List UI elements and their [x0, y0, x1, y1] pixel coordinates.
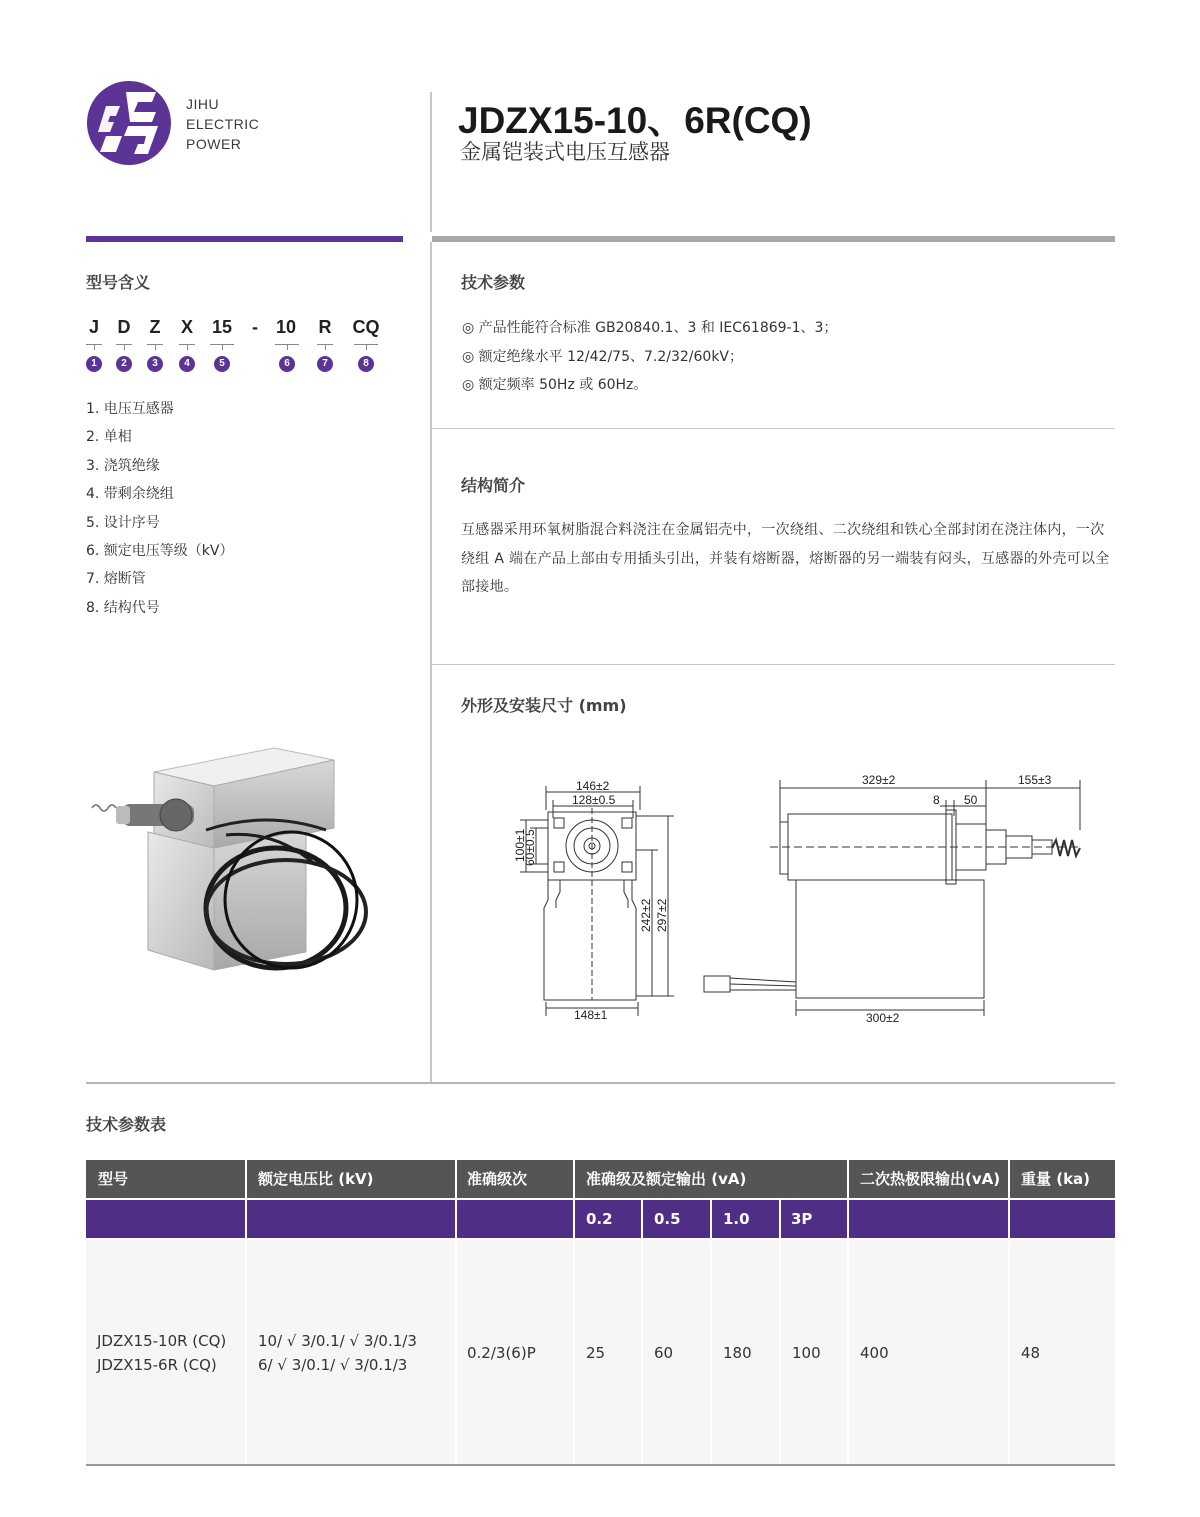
code-number-badge: 4	[179, 356, 195, 372]
tech-params-list	[462, 314, 837, 400]
list-item: ◎ 产品性能符合标准 GB20840.1、3 和 IEC61869-1、3；	[462, 320, 838, 336]
code-number-badge: 1	[86, 356, 102, 372]
list-item: 3. 浇筑绝缘	[86, 457, 160, 474]
code-letter: Z	[149, 317, 161, 337]
dim-label: 300±2	[866, 1011, 900, 1025]
structure-title: 结构简介	[461, 476, 526, 495]
table-header-cell: 准确级及额定输出 (vA)	[586, 1170, 747, 1188]
list-item: ◎ 额定绝缘水平 12/42/75、7.2/32/60kV；	[462, 348, 744, 365]
table-cell-output-10: 180	[723, 1344, 752, 1362]
ratio-line: 10/ √ 3/0.1/ √ 3/0.1/3	[258, 1332, 417, 1350]
column-divider	[430, 242, 432, 1084]
table-subheader-cell: 0.2	[586, 1210, 613, 1228]
model-line: JDZX15-6R (CQ)	[97, 1356, 217, 1374]
table-header-cell: 型号	[98, 1170, 129, 1188]
dim-label: 8	[933, 793, 940, 807]
dim-label: 146±2	[576, 779, 610, 793]
table-cell-weight: 48	[1021, 1344, 1041, 1362]
section-divider	[432, 428, 1115, 429]
code-number-badge: 6	[279, 356, 295, 372]
ratio-line: 6/ √ 3/0.1/ √ 3/0.1/3	[258, 1356, 408, 1374]
brand-name	[186, 94, 259, 154]
list-item: 8. 结构代号	[86, 599, 160, 616]
page-divider	[86, 1082, 1115, 1084]
table-header-cell: 额定电压比 (kV)	[258, 1170, 374, 1188]
code-letter: -	[252, 317, 258, 337]
dim-label: 60±0.5	[523, 829, 537, 866]
list-item: 7. 熔断管	[86, 571, 146, 588]
dimensions-title: 外形及安装尺寸 (mm)	[461, 696, 627, 715]
table-subheader-cell: 1.0	[723, 1210, 750, 1228]
dim-label: 297±2	[655, 898, 669, 932]
table-cell-output-05: 60	[654, 1344, 674, 1362]
list-item: 1. 电压互感器	[86, 401, 174, 417]
model-meaning-title: 型号含义	[86, 273, 151, 292]
side-view	[704, 780, 1080, 1016]
list-item: 5. 设计序号	[86, 514, 160, 531]
code-number-badge: 5	[214, 356, 230, 372]
code-letter: R	[318, 317, 332, 337]
table-cell-model	[97, 1329, 226, 1377]
code-number-badge: 3	[147, 356, 163, 372]
logo-mark-icon	[86, 80, 172, 166]
tech-params-title: 技术参数	[461, 273, 526, 292]
header-divider	[430, 92, 432, 232]
list-item: 6. 额定电压等级（kV）	[86, 543, 234, 560]
dim-label: 128±0.5	[572, 793, 616, 807]
structure-text: 互感器采用环氧树脂混合料浇注在金属铝壳中，一次绕组、二次绕组和铁心全部封闭在浇注体内，一次绕组 A 端在产品上部由专用插头引出，并装有熔断器，熔断器的另一端装有闷头，互感器的外壳可以全部接地。	[461, 522, 1110, 595]
brand-line-1: JIHU	[186, 96, 220, 112]
table-subheader-cell: 0.5	[654, 1210, 681, 1228]
table-header-cell: 准确级次	[467, 1170, 528, 1188]
model-meaning-list	[86, 395, 234, 622]
code-letter: CQ	[352, 317, 380, 337]
table-cell-output-3p: 100	[792, 1344, 821, 1362]
dim-label: 100±1	[513, 828, 527, 862]
code-letter: J	[88, 317, 99, 337]
code-letter: D	[117, 317, 131, 337]
page-subtitle: 金属铠装式电压互感器	[460, 140, 670, 164]
list-item: 4. 带剩余绕组	[86, 486, 174, 503]
code-number-badge: 2	[116, 356, 132, 372]
dim-label: 50	[964, 793, 978, 807]
page-title: JDZX15-10、6R(CQ)	[458, 100, 812, 141]
dim-label: 242±2	[639, 898, 653, 932]
code-letter: 15	[211, 317, 233, 337]
table-header-cell: 重量 (ka)	[1021, 1170, 1091, 1188]
table-cell-thermal: 400	[860, 1344, 889, 1362]
code-letter: 10	[275, 317, 297, 337]
table-cell-ratio	[258, 1329, 417, 1377]
section-divider	[432, 664, 1115, 665]
dim-label: 329±2	[862, 773, 896, 787]
table-title: 技术参数表	[86, 1115, 167, 1134]
table-cell-accuracy: 0.2/3(6)P	[467, 1344, 536, 1362]
brand-line-3: POWER	[186, 136, 242, 152]
code-letter: X	[180, 317, 193, 337]
accent-bar-left	[86, 236, 403, 242]
dimension-drawing	[490, 760, 1110, 1030]
dim-label: 155±3	[1018, 773, 1052, 787]
accent-bar-right	[432, 236, 1115, 242]
model-line: JDZX15-10R (CQ)	[97, 1332, 227, 1350]
code-number-badge: 7	[317, 356, 333, 372]
table-subheader-cell: 3P	[791, 1210, 813, 1228]
company-logo	[86, 80, 172, 166]
list-item: ◎ 额定频率 50Hz 或 60Hz。	[462, 377, 648, 393]
list-item: 2. 单相	[86, 429, 132, 446]
table-bottom-border	[86, 1464, 1115, 1466]
product-photo	[86, 740, 406, 1000]
dim-label: 148±1	[574, 1008, 608, 1022]
table-header-cell: 二次热极限输出(vA)	[860, 1170, 1001, 1188]
table-cell-output-02: 25	[586, 1344, 606, 1362]
brand-line-2: ELECTRIC	[186, 116, 260, 132]
code-number-badge: 8	[358, 356, 374, 372]
